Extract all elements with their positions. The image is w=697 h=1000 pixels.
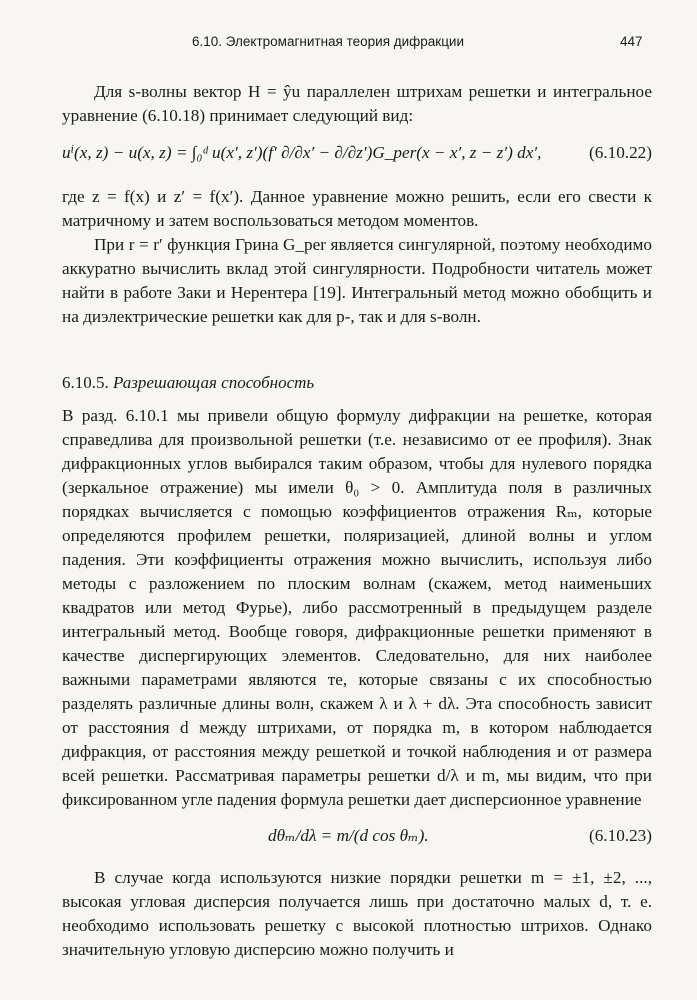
paragraph-green-function bbox=[62, 233, 652, 329]
paragraph-resolving-power bbox=[62, 404, 652, 812]
section-heading bbox=[62, 373, 314, 393]
equation-formula: uⁱ(x, z) − u(x, z) = ∫₀ᵈ u(x′, z′)(f′ ∂/∂x′ − ∂/∂z′)G_per(x − x′, z − z′) dx′, bbox=[62, 143, 542, 162]
page-number: 447 bbox=[620, 34, 643, 49]
paragraph-text: Для s-волны вектор H = ŷu параллелен штрихам решетки и интегральное уравнение (6.10.18) принимает следующий вид: bbox=[62, 82, 652, 125]
paragraph-low-orders bbox=[62, 866, 652, 962]
paragraph-text: В разд. 6.10.1 мы привели общую формулу дифракции на решетке, которая справедлива для произвольной решетки (т.е. независимо от ее профиля). Знак дифракционных углов выбирался таким образом, чтобы для нулевого порядка (зеркальное отражение) мы имели θ₀ > 0. Амплитуда поля в различных порядках вычисляется с помощью коэффициентов отражения Rₘ, которые определяются профилем решетки, поляризацией, длиной волны и углом падения. Эти коэффициенты отражения можно вычислить, используя либо методы с разложением по плоским волнам (скажем, метод наименьших квадратов или метод Фурье), либо рассмотренный в предыдущем разделе интегральный метод. Вообще говоря, дифракционные решетки применяют в качестве диспергирующих элементов. Следовательно, для них наиболее важными параметрами являются те, которые связаны с их способностью разделять различные длины волн, скажем λ и λ + dλ. Эта способность зависит от расстояния d между штрихами, от порядка m, в котором наблюдается дифракция, от расстояния между решеткой и точкой наблюдения и от размера всей решетки. Рассматривая параметры решетки d/λ и m, мы видим, что при фиксированном угле падения формула решетки дает дисперсионное уравнение bbox=[62, 406, 652, 809]
paragraph-text: При r = r′ функция Грина G_per является сингулярной, поэтому необходимо аккуратно вычислить вклад этой сингулярности. Подробности читатель может найти в работе Заки и Нерентера [19]. Интегральный метод можно обобщить и на диэлектрические решетки как для p-, так и для s-волн. bbox=[62, 235, 652, 326]
equation-6-10-23 bbox=[62, 826, 652, 852]
paragraph-s-wave bbox=[62, 80, 652, 128]
equation-number: (6.10.22) bbox=[588, 143, 652, 162]
section-title: Разрешающая способность bbox=[113, 373, 315, 392]
running-header: 6.10. Электромагнитная теория дифракции bbox=[192, 34, 465, 49]
paragraph-solution bbox=[62, 185, 652, 233]
paragraph-text: где z = f(x) и z′ = f(x′). Данное уравнение можно решить, если его свести к матричному и затем воспользоваться методом моментов. bbox=[62, 187, 652, 230]
equation-6-10-22 bbox=[62, 143, 652, 171]
equation-number: (6.10.23) bbox=[588, 826, 652, 845]
equation-formula: dθₘ/dλ = m/(d cos θₘ). bbox=[268, 826, 429, 845]
section-number: 6.10.5. bbox=[62, 373, 109, 392]
paragraph-text: В случае когда используются низкие порядки решетки m = ±1, ±2, ..., высокая угловая дисперсия получается лишь при достаточно малых d, т. е. необходимо использовать решетку с высокой плотностью штрихов. Однако значительную угловую дисперсию можно получить и bbox=[62, 868, 652, 959]
